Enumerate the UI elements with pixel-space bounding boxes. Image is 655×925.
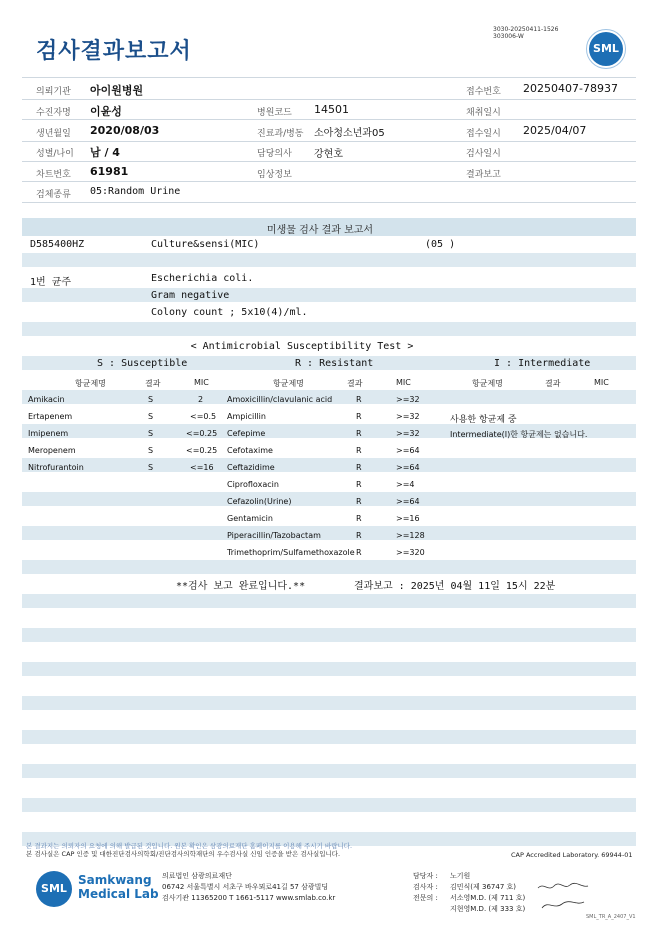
receipt-date-label: 접수일시 (466, 129, 501, 139)
specimen-label: 검체종류 (36, 190, 71, 200)
row-band (22, 730, 636, 744)
notice-text: 본 결과지는 의뢰자의 요청에 의해 발급된 것입니다. 원본 확인은 삼광의료재단 홈페이지를 이용해 주시기 바랍니다. (26, 842, 353, 850)
drug-mic: >=4 (396, 480, 415, 489)
report-time: 결과보고 : 2025년 04월 11일 15시 22분 (354, 581, 556, 592)
drug-mic: >=32 (396, 412, 420, 421)
col-drug-header: 항균제명 (75, 379, 106, 388)
drug-result: R (356, 531, 362, 540)
brand-line1: Samkwang (78, 873, 152, 887)
legend-susceptible: S : Susceptible (97, 358, 188, 369)
col-mic-header: MIC (594, 378, 609, 387)
sex-age-value: 남 / 4 (90, 146, 120, 159)
staff-name: 지현영M.D. (제 333 호) (450, 905, 526, 913)
drug-mic: >=64 (396, 446, 420, 455)
drug-mic: 2 (198, 395, 204, 404)
doc-no-line1: 3030-20250411-1526 (493, 26, 559, 33)
legend-resistant: R : Resistant (295, 358, 374, 369)
test-name: Culture&sensi(MIC) (151, 239, 260, 250)
drug-result: S (148, 395, 154, 404)
test-number: (05 ) (425, 239, 456, 250)
drug-name: Amoxicillin/clavulanic acid (227, 395, 333, 404)
staff-name: 김민식(제 36747 호) (450, 883, 516, 891)
test-date-label: 검사일시 (466, 149, 501, 159)
drug-name: Cefotaxime (227, 446, 273, 455)
colony-count: Colony count ; 5x10(4)/ml. (151, 307, 308, 318)
row-band (22, 322, 636, 336)
specimen-value: 05:Random Urine (90, 186, 181, 197)
drug-result: R (356, 429, 362, 438)
institution-value: 아이원병원 (90, 84, 144, 97)
col-mic-header: MIC (194, 378, 209, 387)
staff-label: 담당자 : (413, 872, 438, 880)
org-address: 06742 서울특별시 서초구 바우뫼로41길 57 삼광빌딩 (162, 883, 329, 891)
row-band (22, 253, 636, 267)
intermediate-note: Intermediate(I)한 항균제는 없습니다. (450, 430, 588, 439)
report-label: 결과보고 (466, 170, 501, 180)
receipt-no-value: 20250407-78937 (523, 82, 618, 95)
drug-mic: >=32 (396, 429, 420, 438)
sex-age-label: 성별/나이 (36, 149, 74, 159)
drug-name: Gentamicin (227, 514, 273, 523)
drug-mic: <=0.25 (186, 429, 218, 438)
staff-name: 노기원 (450, 872, 471, 880)
drug-mic: >=64 (396, 463, 420, 472)
doctor-label: 담당의사 (257, 149, 292, 159)
document-number (493, 26, 558, 40)
chart-no-label: 차트번호 (36, 170, 71, 180)
name-label: 수진자명 (36, 108, 71, 118)
drug-mic: <=16 (190, 463, 214, 472)
row-band (22, 628, 636, 642)
col-result-header: 결과 (347, 379, 363, 388)
legend-intermediate: I : Intermediate (494, 358, 591, 369)
drug-result: R (356, 480, 362, 489)
dept-label: 진료과/병동 (257, 129, 304, 139)
staff-name: 서소영M.D. (제 711 호) (450, 894, 526, 902)
hospital-code-label: 병원코드 (257, 108, 292, 118)
name-value: 이윤성 (90, 105, 122, 118)
divider (22, 141, 636, 142)
drug-mic: <=0.5 (190, 412, 217, 421)
section-title: 미생물 검사 결과 보고서 (266, 225, 374, 236)
receipt-no-label: 접수번호 (466, 87, 501, 97)
divider (22, 77, 636, 78)
org-contact: 검사기관 11365200 T 1661-5117 www.smlab.co.kr (162, 894, 336, 902)
signature-icon (536, 880, 596, 914)
drug-name: Amikacin (28, 395, 65, 404)
row-band (22, 798, 636, 812)
intermediate-note: 사용한 항균제 중 (450, 415, 517, 425)
row-band (22, 526, 636, 540)
org-name: 의료법인 삼광의료재단 (162, 872, 232, 880)
row-band (22, 662, 636, 676)
cap-accreditation: CAP Accredited Laboratory. 69944-01 (511, 851, 633, 859)
divider (22, 181, 636, 182)
drug-result: R (356, 412, 362, 421)
drug-mic: >=128 (396, 531, 425, 540)
row-band (22, 492, 636, 506)
row-band (22, 696, 636, 710)
staff-label: 검사자 : (413, 883, 438, 891)
drug-result: R (356, 463, 362, 472)
staff-label: 전문의 : (413, 894, 438, 902)
drug-mic: >=16 (396, 514, 420, 523)
doc-no-line2: 303006-W (493, 33, 524, 40)
col-drug-header: 항균제명 (472, 379, 503, 388)
drug-name: Nitrofurantoin (28, 463, 84, 472)
drug-mic: <=0.25 (186, 446, 218, 455)
drug-name: Ciprofloxacin (227, 480, 279, 489)
report-complete: **검사 보고 완료입니다.** (176, 581, 306, 592)
hospital-code-value: 14501 (314, 103, 349, 116)
drug-mic: >=32 (396, 395, 420, 404)
drug-result: R (356, 548, 362, 557)
row-band (22, 594, 636, 608)
drug-result: S (148, 446, 154, 455)
drug-result: R (356, 514, 362, 523)
test-code: D585400HZ (30, 239, 85, 250)
row-band (22, 288, 636, 302)
drug-result: S (148, 463, 154, 472)
dept-value: 소아청소년과05 (314, 128, 385, 139)
brand-name (78, 873, 159, 901)
col-result-header: 결과 (145, 379, 161, 388)
drug-result: R (356, 395, 362, 404)
drug-name: Imipenem (28, 429, 69, 438)
doctor-value: 강현호 (314, 149, 343, 160)
drug-name: Ceftazidime (227, 463, 275, 472)
divider (22, 161, 636, 162)
drug-result: S (148, 429, 154, 438)
page-title: 검사결과보고서 (36, 39, 192, 64)
receipt-date-value: 2025/04/07 (523, 124, 587, 137)
drug-name: Trimethoprim/Sulfamethoxazole (227, 548, 355, 557)
drug-name: Ertapenem (28, 412, 73, 421)
drug-result: S (148, 412, 154, 421)
birth-value: 2020/08/03 (90, 124, 160, 137)
brand-line2: Medical Lab (78, 887, 159, 901)
col-result-header: 결과 (545, 379, 561, 388)
divider (22, 99, 636, 100)
isolate-label: 1번 균주 (30, 277, 72, 288)
drug-name: Ampicillin (227, 412, 266, 421)
clinical-label: 임상정보 (257, 170, 292, 180)
notice-text: 본 검사실은 CAP 인증 및 대한진단검사의학회/진단검사의학재단의 우수검사실 신임 인증을 받은 검사실입니다. (26, 850, 341, 858)
row-band (22, 764, 636, 778)
drug-name: Cefazolin(Urine) (227, 497, 292, 506)
drug-result: R (356, 497, 362, 506)
birth-label: 생년월일 (36, 129, 71, 139)
drug-result: R (356, 446, 362, 455)
gram-stain: Gram negative (151, 290, 230, 301)
row-band (22, 458, 636, 472)
drug-mic: >=64 (396, 497, 420, 506)
collect-date-label: 채취일시 (466, 108, 501, 118)
divider (22, 119, 636, 120)
col-mic-header: MIC (396, 378, 411, 387)
drug-name: Meropenem (28, 446, 76, 455)
drug-mic: >=320 (396, 548, 425, 557)
sml-logo-icon: SML (589, 32, 623, 66)
row-band (22, 560, 636, 574)
drug-name: Piperacillin/Tazobactam (227, 531, 321, 540)
col-drug-header: 항균제명 (273, 379, 304, 388)
form-code: SML_TR_A_2407_V1 (586, 914, 636, 920)
chart-no-value: 61981 (90, 165, 129, 178)
institution-label: 의뢰기관 (36, 87, 71, 97)
sml-logo-icon: SML (36, 871, 72, 907)
ast-title: < Antimicrobial Susceptibility Test > (190, 341, 414, 352)
organism: Escherichia coli. (151, 273, 254, 284)
drug-name: Cefepime (227, 429, 266, 438)
divider (22, 202, 636, 203)
